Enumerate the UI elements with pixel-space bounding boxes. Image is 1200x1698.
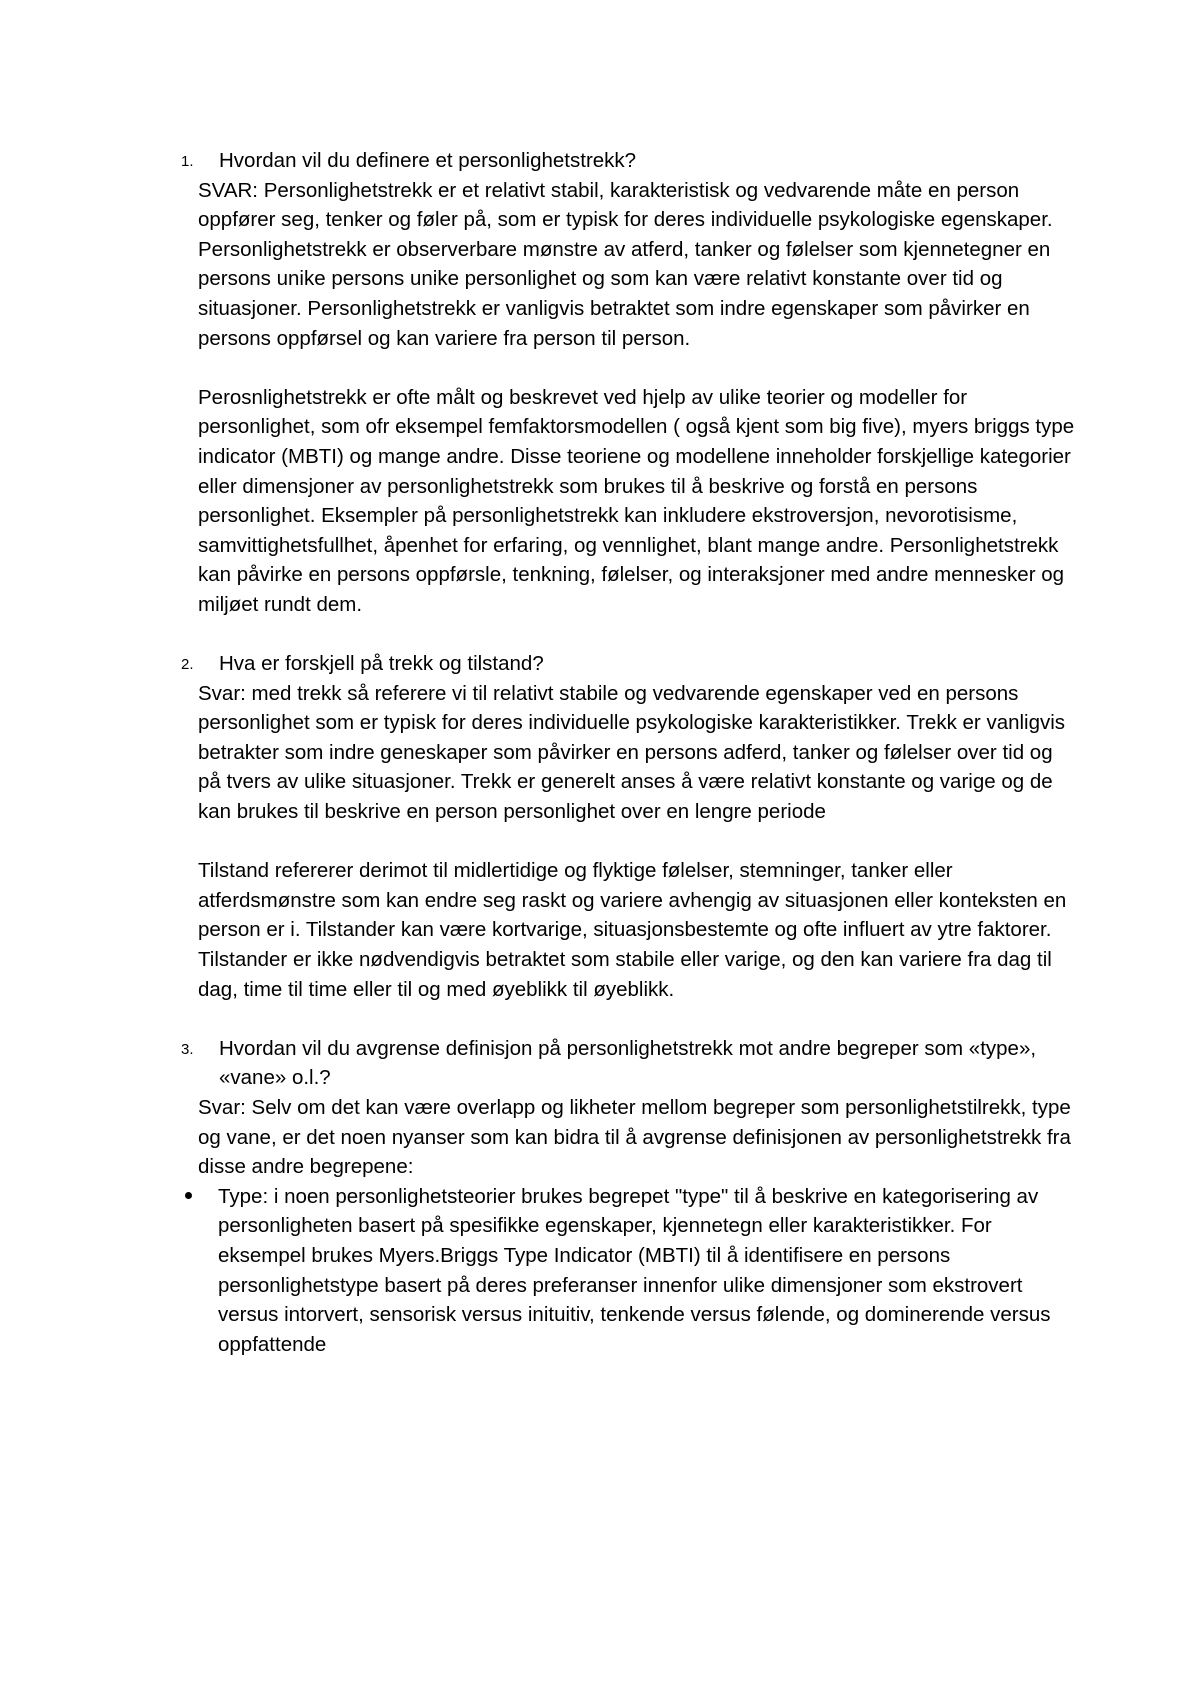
question-2 [181, 649, 1078, 679]
question-3 [181, 1034, 1078, 1093]
answer-paragraph: SVAR: Personlighetstrekk er et relativt stabil, karakteristisk og vedvarende måte en person oppfører seg, tenker og føler på, som er typisk for deres individuelle psykologiske egenskaper. Personlighetstrekk er observerbare mønstre av atferd, tanker og følelser som kjennetegner en persons unike persons unike personlighet og som kan være relativt konstante over tid og situasjoner. Personlighetstrekk er vanligvis betraktet som indre egenskaper som påvirker en persons oppførsel og kan variere fra person til person. [198, 178, 1053, 350]
answer-paragraph: Tilstand refererer derimot til midlertidige og flyktige følelser, stemninger, tanker eller atferdsmønstre som kan endre seg raskt og variere avhengig av situasjonen eller konteksten en person er i. Tilstander kan være kortvarige, situasjonsbestemte og ofte influert av ytre faktorer. Tilstander er ikke nødvendigvis betraktet som stabile eller varige, og den kan variere fra dag til dag, time til time eller til og med øyeblikk til øyeblikk. [198, 859, 1067, 1001]
answer-paragraph: Perosnlighetstrekk er ofte målt og beskrevet ved hjelp av ulike teorier og modeller for personlighet, som ofr eksempel femfaktorsmodellen ( også kjent som big five), myers briggs type indicator (MBTI) og mange andre. Disse teoriene og modellene inneholder forskjellige kategorier eller dimensjoner av personlighetstrekk som brukes til å beskrive og forstå en persons personlighet. Eksempler på personlighetstrekk kan inkludere ekstroversjon, nevorotisisme, samvittighetsfullhet, åpenhet for erfaring, og vennlighet, blant mange andre. Personlighetstrekk kan påvirke en persons oppførsle, tenkning, følelser, og interaksjoner med andre mennesker og miljøet rundt dem. [198, 385, 1075, 616]
question-number: 1. [181, 153, 194, 170]
question-1 [181, 146, 1078, 176]
bullet-icon [185, 1192, 192, 1199]
question-text: Hva er forskjell på trekk og tilstand? [219, 652, 544, 676]
bullet-text: Type: i noen personlighetsteorier brukes begrepet "type" til å beskrive en kategorisering av personligheten basert på spesifikke egenskaper, kjennetegn eller karakteristikker. For eksempel brukes Myers.Briggs Type Indicator (MBTI) til å identifisere en persons personlighetstype basert på deres preferanser innenfor ulike dimensjoner som ekstrovert versus intorvert, sensorisk versus inituitiv, tenkende versus følende, og dominerende versus oppfattende [218, 1184, 1051, 1356]
bullet-list-item [198, 1182, 1078, 1360]
document-body [181, 146, 1078, 1359]
answer-paragraph: Svar: med trekk så referere vi til relativt stabile og vedvarende egenskaper ved en persons personlighet som er typisk for deres individuelle psykologiske karakteristikker. Trekk er vanligvis betrakter som indre geneskaper som påvirker en persons adferd, tanker og følelser over tid og på tvers av ulike situasjoner. Trekk er generelt anses å være relativt konstante og varige og de kan brukes til beskrive en person personlighet over en lengre periode [198, 681, 1066, 824]
question-text: Hvordan vil du definere et personlighetstrekk? [219, 149, 637, 172]
question-text: Hvordan vil du avgrense definisjon på personlighetstrekk mot andre begreper som «type», «vane» o.l.? [219, 1036, 1037, 1090]
question-number: 3. [181, 1040, 194, 1058]
answer-paragraph: Svar: Selv om det kan være overlapp og likheter mellom begreper som personlighetstilrekk, type og vane, er det noen nyanser som kan bidra til å avgrense definisjonen av personlighetstrekk fra disse andre begrepene: [198, 1096, 1071, 1179]
question-number: 2. [181, 656, 194, 674]
